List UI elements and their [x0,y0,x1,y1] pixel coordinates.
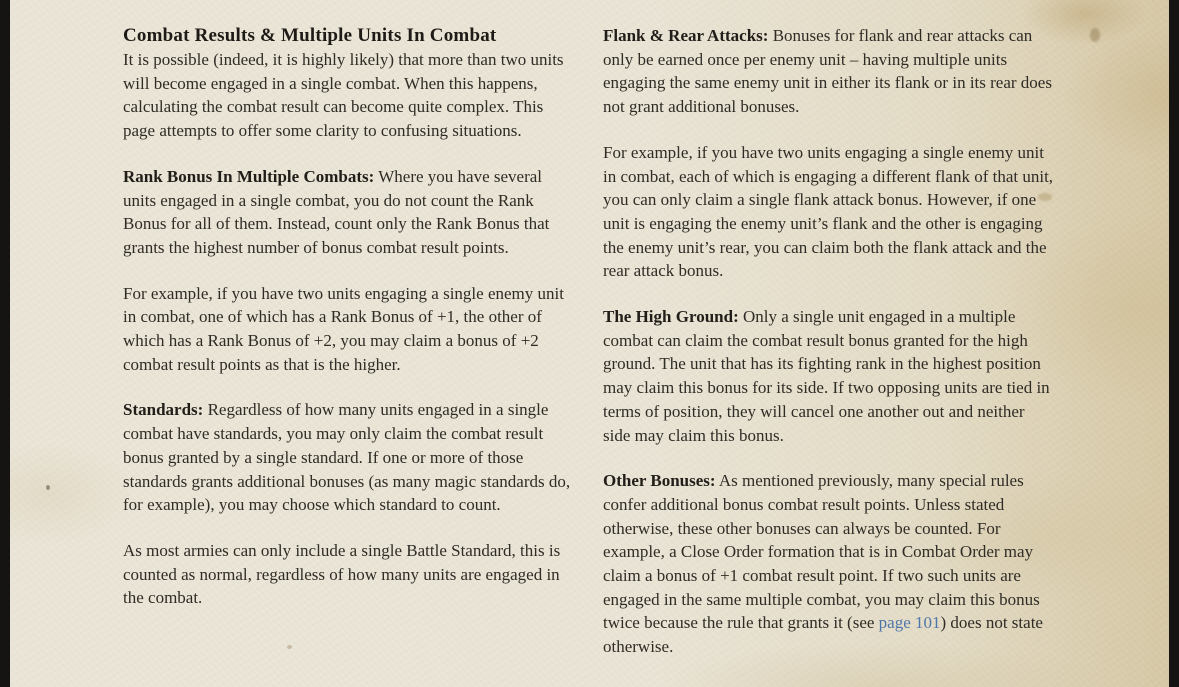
paragraph-text: As most armies can only include a single Battle Standard, this is counted as normal, regardless of how many units are engaged in the combat. [123,540,561,608]
rule-lead: Standards: [123,400,204,420]
paragraph-text: For example, if you have two units engaging a single enemy unit in combat, each of which is engaging a different flank of that unit, you can only claim a single flank attack bonus. However, if one unit is engaging the enemy unit’s flank and the other is engaging the enemy unit’s rear, you can claim both the flank attack and the rear attack bonus. [603,142,1054,281]
paragraph-text: Bonuses for flank and rear attacks can only be earned once per enemy unit – having multiple units engaging the same enemy unit in either its flank or in its rear does not grant additional bonuses. [603,26,1052,117]
paragraph-rank-example [123,282,575,377]
paragraph-standards [123,398,575,517]
page-101-link[interactable]: page 101 [878,613,941,633]
paragraph-text: Where you have several units engaged in a single combat, you do not count the Rank Bonus for all of them. Instead, count only the Rank Bonus that grants the highest number of bonus combat result points. [123,166,550,257]
left-column [123,24,575,659]
paragraph-rank-bonus [123,165,575,260]
paragraph-text: Regardless of how many units engaged in a single combat have standards, you may only claim the combat result bonus granted by a single standard. If one or more of those standards grants additional bonuses (as many magic standards do, for example), you may choose which standard to count. [123,400,571,515]
page-content [123,24,1055,659]
paragraph-high-ground [603,305,1055,447]
paragraph-other-bonuses [603,469,1055,659]
rule-lead: The High Ground: [603,307,739,327]
section-heading: Combat Results & Multiple Units In Combat [123,25,497,46]
paragraph-flank-rear [603,24,1055,119]
paragraph-intro [123,48,575,143]
paragraph-text: It is possible (indeed, it is highly likely) that more than two units will become engaged in a single combat. When this happens, calculating the combat result can become quite complex. This page attempts to offer some clarity to confusing situations. [123,50,564,141]
paragraph-text: As mentioned previously, many special rules confer additional bonus combat result points. Unless stated otherwise, these other bonuses can always be counted. For example, a Close Order formation that is in Combat Order may claim a bonus of +1 combat result point. If two such units are engaged in the same multiple combat, you may claim this bonus twice because the rule that grants it (see [603,471,1040,633]
page-left-edge-bar [0,0,10,687]
rule-lead: Flank & Rear Attacks: [603,26,769,45]
paragraph-flank-example [603,141,1055,283]
rule-lead: Rank Bonus In Multiple Combats: [123,166,375,186]
paragraph-battle-standard [123,539,575,610]
page-right-edge-bar [1169,0,1179,687]
paragraph-text: For example, if you have two units engaging a single enemy unit in combat, one of which has a Rank Bonus of +1, the other of which has a Rank Bonus of +2, you may claim a bonus of +2 combat result points as that is the higher. [123,283,564,374]
paragraph-text: Only a single unit engaged in a multiple combat can claim the combat result bonus granted for the high ground. The unit that has its fighting rank in the highest position may claim this bonus for its side. If two opposing units are tied in terms of position, they will cancel one another out and neither side may claim this bonus. [603,307,1050,445]
right-column [603,24,1055,659]
rule-lead: Other Bonuses: [603,471,716,491]
ink-speck [46,485,50,490]
paragraph-text: ) does not state otherwise. [603,613,1043,657]
parchment-stain [1090,28,1100,42]
